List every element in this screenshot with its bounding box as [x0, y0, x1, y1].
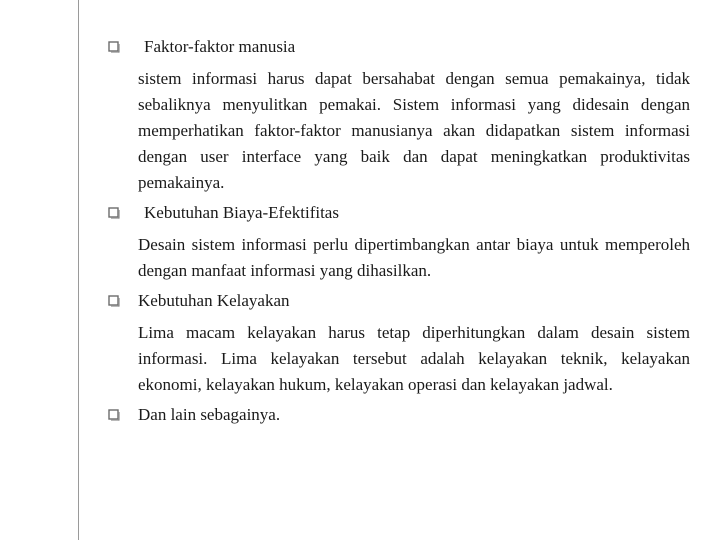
bullet-body: sistem informasi harus dapat bersahabat dengan semua pemakainya, tidak sebaliknya menyulitkan pemakai. Sistem informasi yang didesain dengan memperhatikan faktor-faktor manusianya akan didapatkan sistem informasi dengan user interface yang baik dan dapat meningkatkan produktivitas pemakainya. — [138, 69, 690, 192]
bullet-heading: Dan lain sebagainya. — [138, 405, 281, 424]
hollow-square-bullet-icon — [108, 409, 120, 421]
bullet-item-biaya-efektifitas — [110, 202, 690, 224]
bullet-body: Desain sistem informasi perlu dipertimbangkan antar biaya untuk memperoleh dengan manfaat informasi yang dihasilkan. — [138, 235, 690, 280]
bullet-heading: Faktor-faktor manusia — [144, 37, 296, 56]
bullet-item-kelayakan — [110, 290, 690, 312]
hollow-square-bullet-icon — [108, 295, 120, 307]
bullet-item-lain-lain — [110, 404, 690, 426]
bullet-item-faktor-manusia — [110, 36, 690, 58]
hollow-square-bullet-icon — [108, 41, 120, 53]
slide-content — [110, 36, 690, 434]
left-divider-line — [78, 0, 79, 540]
bullet-heading: Kebutuhan Kelayakan — [138, 291, 290, 310]
bullet-heading: Kebutuhan Biaya-Efektifitas — [144, 203, 339, 222]
bullet-body: Lima macam kelayakan harus tetap diperhitungkan dalam desain sistem informasi. Lima kelayakan tersebut adalah kelayakan teknik, kelayakan ekonomi, kelayakan hukum, kelayakan operasi dan kelayakan jadwal. — [138, 323, 690, 394]
hollow-square-bullet-icon — [108, 207, 120, 219]
